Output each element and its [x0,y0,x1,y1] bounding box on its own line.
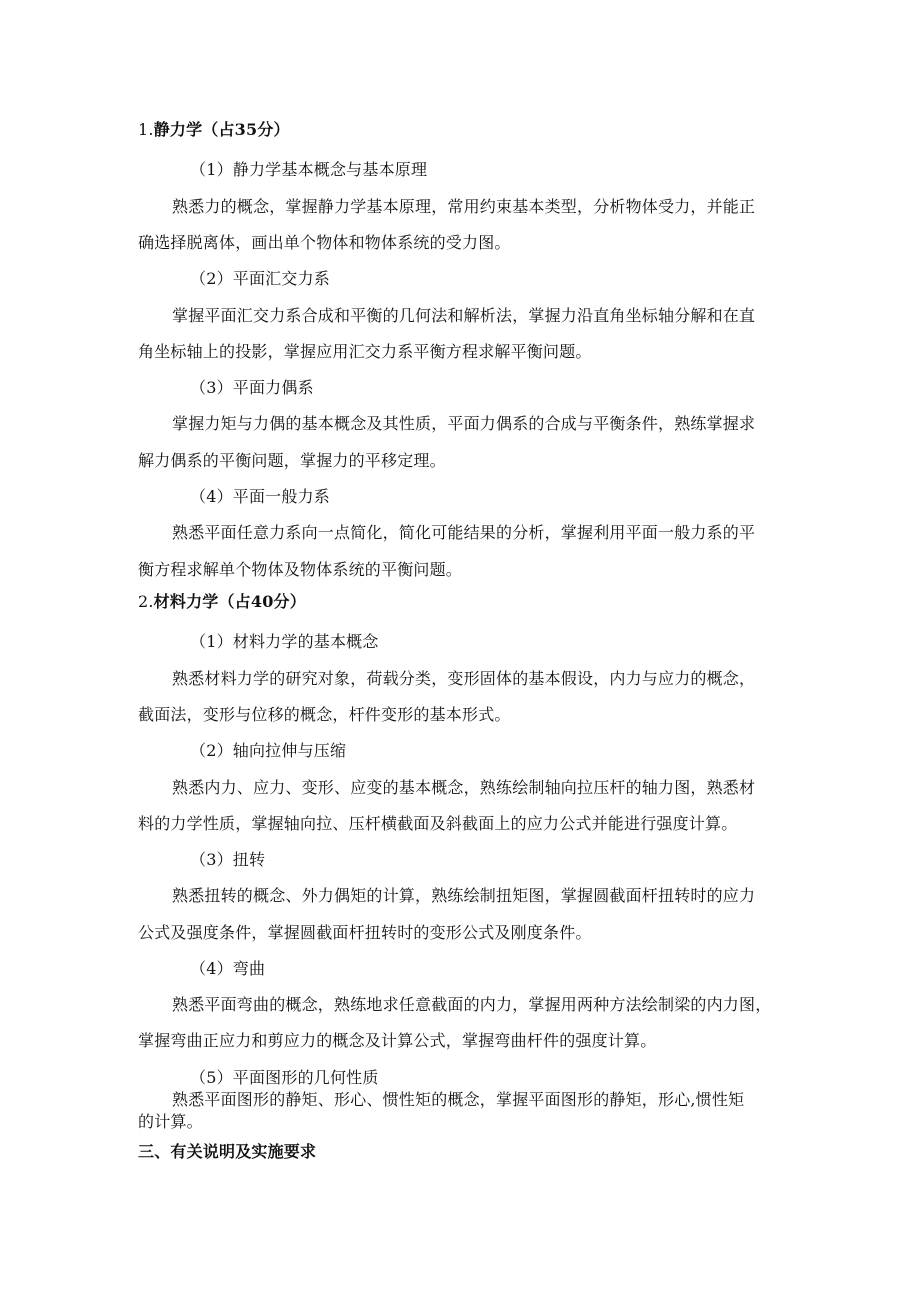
subsection-2-2-line-2: 料的力学性质，掌握轴向拉、压杆横截面及斜截面上的应力公式并能进行强度计算。 [138,814,738,833]
section-1-title [138,120,290,140]
subsection-2-5-line-1: 熟悉平面图形的静矩、形心、惯性矩的概念，掌握平面图形的静矩，形心,惯性矩 [172,1090,745,1109]
subsection-1-3-line-2: 解力偶系的平衡问题，掌握力的平移定理。 [138,451,446,470]
section-1-title-text: 静力学（占35分） [153,120,290,139]
section-3-heading: 三、有关说明及实施要求 [138,1142,317,1161]
subsection-2-5-line-2: 的计算。 [138,1112,203,1131]
section-1-number: 1. [138,120,154,139]
subsection-2-5-heading: （5）平面图形的几何性质 [190,1068,379,1087]
section-2-title [138,592,306,612]
subsection-1-2-line-2: 角坐标轴上的投影，掌握应用汇交力系平衡方程求解平衡问题。 [138,342,592,361]
subsection-2-4-line-1: 熟悉平面弯曲的概念，熟练地求任意截面的内力，掌握用两种方法绘制梁的内力图， [172,995,772,1014]
subsection-2-4-line-2: 掌握弯曲正应力和剪应力的概念及计算公式，掌握弯曲杆件的强度计算。 [138,1031,657,1050]
subsection-1-3-line-1: 掌握力矩与力偶的基本概念及其性质，平面力偶系的合成与平衡条件，熟练掌握求 [172,414,756,433]
subsection-2-1-heading: （1）材料力学的基本概念 [190,632,379,651]
subsection-2-3-line-1: 熟悉扭转的概念、外力偶矩的计算，熟练绘制扭矩图，掌握圆截面杆扭转时的应力 [172,886,756,905]
subsection-2-2-line-1: 熟悉内力、应力、变形、应变的基本概念，熟练绘制轴向拉压杆的轴力图，熟悉材 [172,778,756,797]
subsection-2-3-line-2: 公式及强度条件，掌握圆截面杆扭转时的变形公式及刚度条件。 [138,923,592,942]
subsection-2-1-line-2: 截面法，变形与位移的概念，杆件变形的基本形式。 [138,705,511,724]
subsection-1-1-line-1: 熟悉力的概念，掌握静力学基本原理，常用约束基本类型，分析物体受力，并能正 [172,197,756,216]
subsection-1-2-heading: （2）平面汇交力系 [190,269,330,288]
subsection-1-3-heading: （3）平面力偶系 [190,378,314,397]
subsection-2-3-heading: （3）扭转 [190,850,266,869]
subsection-1-4-heading: （4）平面一般力系 [190,487,330,506]
subsection-2-4-heading: （4）弯曲 [190,959,266,978]
section-2-number: 2. [138,592,154,611]
subsection-1-4-line-2: 衡方程求解单个物体及物体系统的平衡问题。 [138,560,463,579]
subsection-1-1-heading: （1）静力学基本概念与基本原理 [190,160,428,179]
subsection-1-1-line-2: 确选择脱离体，画出单个物体和物体系统的受力图。 [138,233,511,252]
subsection-1-4-line-1: 熟悉平面任意力系向一点简化，简化可能结果的分析，掌握利用平面一般力系的平 [172,523,756,542]
section-2-title-text: 材料力学（占40分） [153,592,306,611]
subsection-2-1-line-1: 熟悉材料力学的研究对象，荷载分类，变形固体的基本假设，内力与应力的概念， [172,669,756,688]
subsection-1-2-line-1: 掌握平面汇交力系合成和平衡的几何法和解析法，掌握力沿直角坐标轴分解和在直 [172,306,756,325]
subsection-2-2-heading: （2）轴向拉伸与压缩 [190,741,347,760]
